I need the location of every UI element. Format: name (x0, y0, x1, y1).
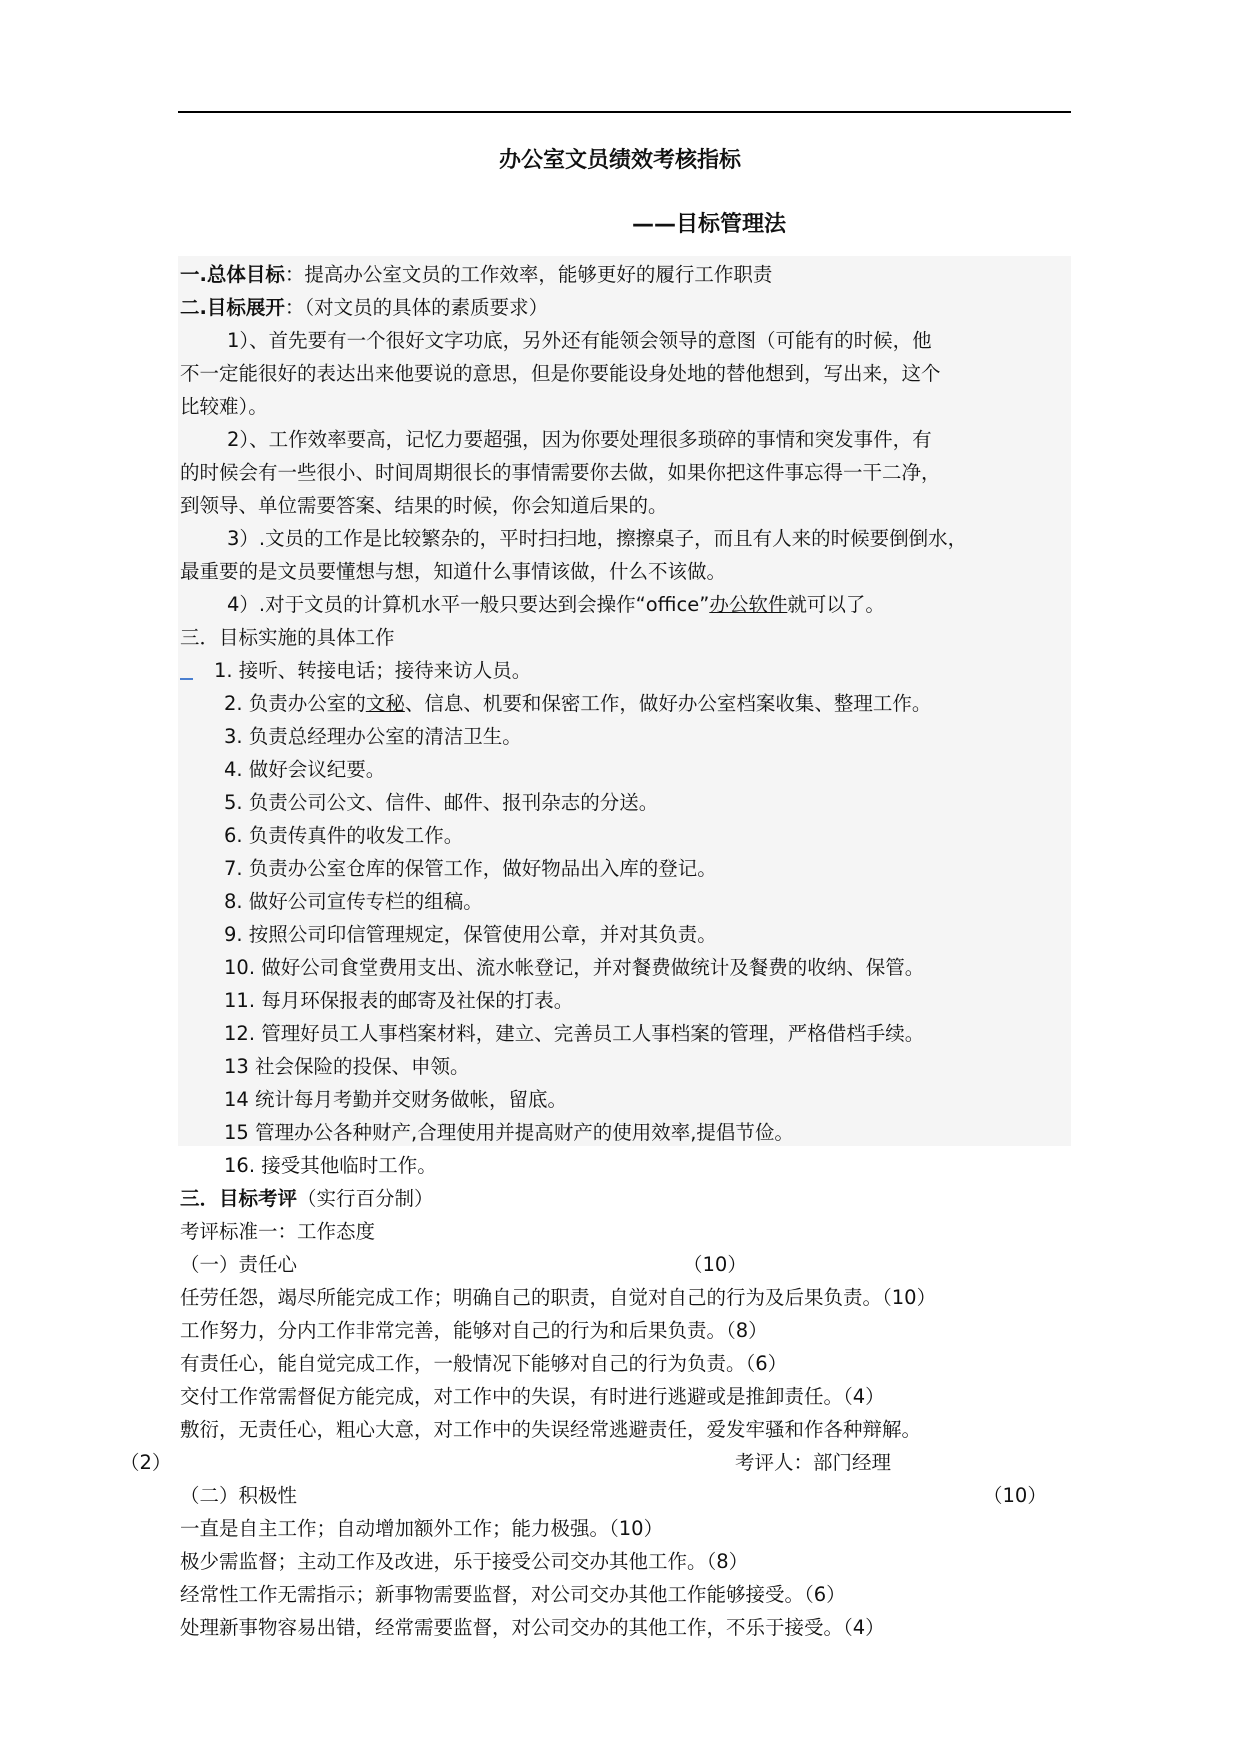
requirement-2-line-1: 2）、工作效率要高，记忆力要超强，因为你要处理很多琐碎的事情和突发事件，有 (227, 428, 932, 451)
evaluator-label: 考评人：部门经理 (735, 1451, 892, 1474)
implementation-heading: 三．目标实施的具体工作 (180, 626, 395, 649)
header-rule (178, 111, 1071, 113)
office-software-link[interactable]: 办公软件 (709, 593, 788, 616)
task-16: 16. 接受其他临时工作。 (224, 1154, 437, 1177)
responsibility-level-5-score: （2） (120, 1451, 172, 1474)
evaluation-line (180, 1182, 434, 1215)
initiative-level-3: 经常性工作无需指示；新事物需要监督，对公司交办其他工作能够接受。（6） (180, 1583, 846, 1606)
initiative-level-2: 极少需监督；主动工作及改进，乐于接受公司交办其他工作。（8） (180, 1550, 749, 1573)
requirement-4-line (227, 588, 885, 621)
secretarial-link[interactable]: 文秘 (365, 692, 405, 715)
responsibility-level-1: 任劳任怨，竭尽所能完成工作；明确自己的职责，自觉对自己的行为及后果负责。（10） (180, 1286, 937, 1309)
task-1: 1. 接听、转接电话；接待来访人员。 (214, 659, 532, 682)
initiative-score: （10） (983, 1484, 1047, 1507)
doc-title: 办公室文员绩效考核指标 (498, 148, 741, 173)
task-9: 9. 按照公司印信管理规定，保管使用公章，并对其负责。 (224, 923, 717, 946)
evaluation-text: （实行百分制） (297, 1187, 434, 1210)
task-15: 15 管理办公各种财产,合理使用并提高财产的使用效率,提倡节俭。 (224, 1121, 794, 1144)
task-11: 11. 每月环保报表的邮寄及社保的打表。 (224, 989, 574, 1012)
responsibility-level-4: 交付工作常需督促方能完成，对工作中的失误，有时进行逃避或是推卸责任。（4） (180, 1385, 885, 1408)
requirement-2-line-2: 的时候会有一些很小、时间周期很长的事情需要你去做，如果你把这件事忘得一干二净， (180, 461, 941, 484)
responsibility-level-2: 工作努力，分内工作非常完善，能够对自己的行为和后果负责。（8） (180, 1319, 768, 1342)
task-8: 8. 做好公司宣传专栏的组稿。 (224, 890, 483, 913)
requirement-1-line-3: 比较难）。 (180, 395, 268, 418)
requirement-3-line-2: 最重要的是文员要懂想与想，知道什么事情该做，什么不该做。 (180, 560, 727, 583)
requirement-4-text-end: 就可以了。 (787, 593, 885, 616)
requirement-4-text-start: 4）.对于文员的计算机水平一般只要达到会操作“office” (227, 593, 710, 616)
doc-subtitle: ——目标管理法 (632, 212, 787, 237)
task-13: 13 社会保险的投保、申领。 (224, 1055, 470, 1078)
task-14: 14 统计每月考勤并交财务做帐，留底。 (224, 1088, 568, 1111)
responsibility-level-3: 有责任心，能自觉完成工作，一般情况下能够对自己的行为负责。（6） (180, 1352, 788, 1375)
goal-expansion-heading: 二.目标展开 (180, 296, 285, 319)
cursor-marker (180, 678, 193, 680)
responsibility-level-5: 敷衍，无责任心，粗心大意，对工作中的失误经常逃避责任，爱发牢骚和作各种辩解。 (180, 1418, 922, 1441)
initiative-level-4: 处理新事物容易出错，经常需要监督，对公司交办的其他工作，不乐于接受。（4） (180, 1616, 885, 1639)
initiative-title: （二）积极性 (180, 1484, 298, 1507)
standard-1-heading: 考评标准一：工作态度 (180, 1220, 376, 1243)
task-7: 7. 负责办公室仓库的保管工作，做好物品出入库的登记。 (224, 857, 717, 880)
initiative-level-1: 一直是自主工作；自动增加额外工作；能力极强。（10） (180, 1517, 664, 1540)
requirement-3-line-1: 3）.文员的工作是比较繁杂的，平时扫扫地，擦擦桌子，而且有人来的时候要倒倒水， (227, 527, 968, 550)
task-10: 10. 做好公司食堂费用支出、流水帐登记，并对餐费做统计及餐费的收纳、保管。 (224, 956, 925, 979)
overall-goal-heading: 一.总体目标 (180, 263, 285, 286)
overall-goal-text: ：提高办公室文员的工作效率，能够更好的履行工作职责 (284, 263, 773, 286)
overall-goal-line (180, 258, 772, 291)
task-6: 6. 负责传真件的收发工作。 (224, 824, 464, 847)
task-2 (224, 687, 931, 720)
goal-expansion-line (180, 291, 548, 324)
task-5: 5. 负责公司公文、信件、邮件、报刊杂志的分送。 (224, 791, 659, 814)
requirement-2-line-3: 到领导、单位需要答案、结果的时候，你会知道后果的。 (180, 494, 668, 517)
requirement-1-line-1: 1）、首先要有一个很好文字功底，另外还有能领会领导的意图（可能有的时候，他 (227, 329, 932, 352)
task-2-text-end: 、信息、机要和保密工作，做好办公室档案收集、整理工作。 (404, 692, 932, 715)
task-2-text-start: 2. 负责办公室的 (224, 692, 366, 715)
goal-expansion-text: ：（对文员的具体的素质要求） (284, 296, 549, 319)
task-4: 4. 做好会议纪要。 (224, 758, 386, 781)
responsibility-title: （一）责任心 (180, 1253, 298, 1276)
task-3: 3. 负责总经理办公室的清洁卫生。 (224, 725, 522, 748)
evaluation-heading: 三．目标考评 (180, 1187, 298, 1210)
requirement-1-line-2: 不一定能很好的表达出来他要说的意思，但是你要能设身处地的替他想到，写出来，这个 (180, 362, 941, 385)
task-12: 12. 管理好员工人事档案材料，建立、完善员工人事档案的管理，严格借档手续。 (224, 1022, 925, 1045)
responsibility-score: （10） (683, 1253, 747, 1276)
